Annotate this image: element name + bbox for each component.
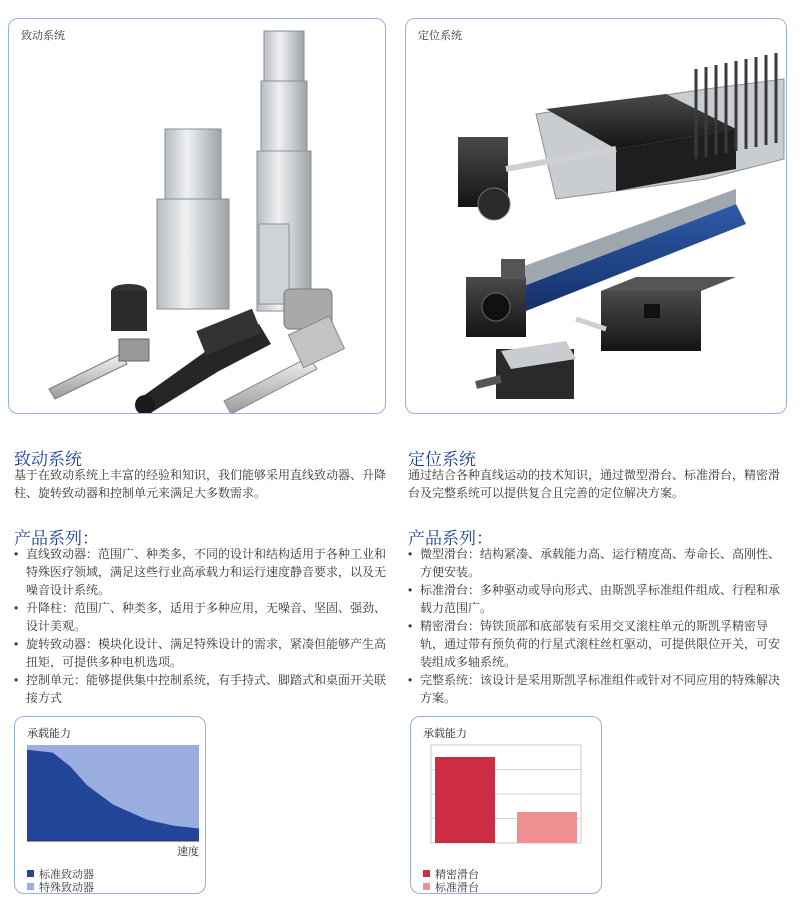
legend-label: 精密滑台 [435, 868, 479, 881]
list-item: • 升降柱：范围广、种类多，适用于多种应用，无噪音、坚固、强劲、设计美观。 [14, 599, 392, 635]
legend-swatch [423, 870, 430, 877]
list-item: • 控制单元：能够提供集中控制系统，有手持式、脚踏式和桌面开关联接方式 [14, 671, 392, 707]
list-item: • 旋转致动器：模块化设计、满足特殊设计的需求，紧凑但能够产生高扭矩，可提供多种电机选项。 [14, 635, 392, 671]
legend-label: 标准致动器 [39, 868, 94, 881]
bar-standard-slide [517, 812, 577, 843]
list-item: • 标准滑台：多种驱动或导向形式、由斯凯孚标准组件组成、行程和承载力范围广。 [408, 581, 788, 617]
legend-swatch [423, 883, 430, 890]
positioning-section-title: 定位系统 [408, 450, 476, 469]
card-label: 定位系统 [418, 30, 462, 42]
chart-title: 承载能力 [423, 728, 467, 740]
list-item: • 完整系统：该设计是采用斯凯孚标准组件或针对不同应用的特殊解决方案。 [408, 671, 788, 707]
x-axis-label: 速度 [177, 846, 199, 858]
legend-label: 特殊致动器 [39, 881, 94, 894]
legend-swatch [27, 883, 34, 890]
list-item: • 精密滑台：铸铁顶部和底部装有采用交叉滚柱单元的斯凯孚精密导轨，通过带有预负荷的行星式滚柱丝杠驱动，可提供限位开关，可安装组成多轴系统。 [408, 617, 788, 671]
card-label: 致动系统 [21, 30, 65, 42]
chart-legend [423, 867, 479, 893]
list-item: • 微型滑台：结构紧凑、承载能力高、运行精度高、寿命长、高刚性、方便安装。 [408, 545, 788, 581]
positioning-product-list [408, 545, 788, 707]
actuators-photo [9, 19, 386, 414]
actuation-section-title: 致动系统 [14, 450, 82, 469]
positioning-photo-card [405, 18, 787, 414]
actuation-photo-card [8, 18, 386, 414]
positioning-slides-photo [406, 19, 787, 414]
positioning-load-chart-card [410, 716, 602, 894]
legend-label: 标准滑台 [435, 881, 479, 894]
legend-swatch [27, 870, 34, 877]
bar-precision-slide [435, 757, 495, 843]
legend-item [423, 880, 479, 893]
chart-legend [27, 867, 94, 893]
actuation-intro: 基于在致动系统上丰富的经验和知识，我们能够采用直线致动器、升降柱、旋转致动器和控制单元来满足大多数需求。 [14, 468, 387, 500]
list-item: • 直线致动器：范围广、种类多，不同的设计和结构适用于各种工业和特殊医疗领域，满足这些行业高承载力和运行速度静音要求，以及无噪音设计系统。 [14, 545, 392, 599]
actuation-product-list [14, 545, 392, 707]
actuation-load-chart-card [14, 716, 206, 894]
positioning-intro: 通过结合各种直线运动的技术知识，通过微型滑台、标准滑台，精密滑台及完整系统可以提供复合且完善的定位解决方案。 [408, 468, 781, 500]
actuation-products-title: 产品系列： [14, 529, 99, 548]
positioning-products-title: 产品系列： [408, 529, 493, 548]
legend-item [27, 880, 94, 893]
chart-title: 承载能力 [27, 728, 71, 740]
